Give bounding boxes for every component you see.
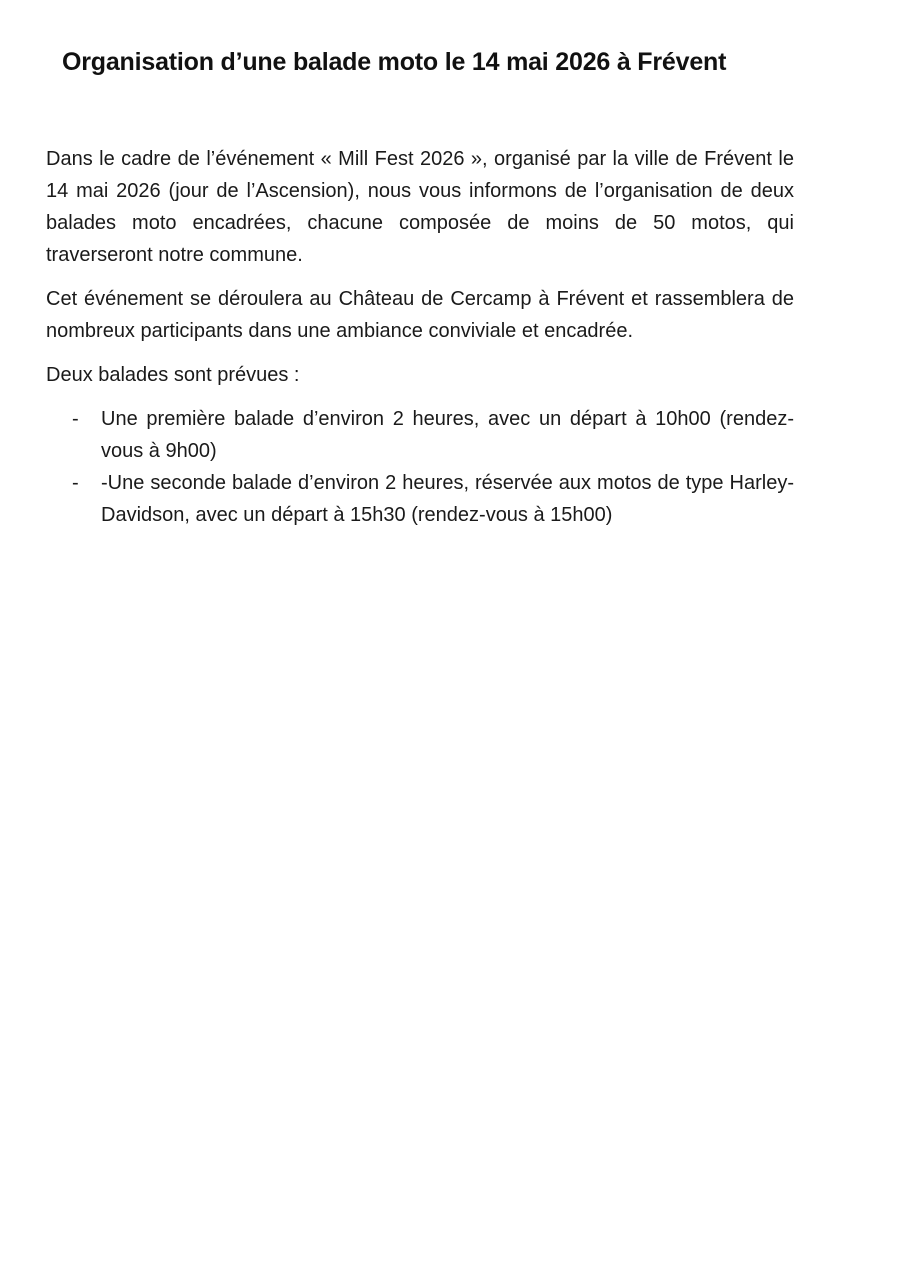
bullet-dash: - [72, 408, 79, 430]
ride-list [46, 403, 794, 531]
paragraph-intro: Dans le cadre de l’événement « Mill Fest 2026 », organisé par la ville de Frévent le 14 mai 2026 (jour de l’Ascension), nous vous informons de l’organisation de deux balades moto encadrées, chacune composée de moins de 50 motos, qui traverseront notre commune. [46, 148, 794, 266]
bullet-dash: - [72, 472, 79, 494]
list-item-text: -Une seconde balade d’environ 2 heures, réservée aux motos de type Harley-Davidson, avec un départ à 15h30 (rendez-vous à 15h00) [101, 472, 794, 526]
list-item-text: Une première balade d’environ 2 heures, avec un départ à 10h00 (rendez-vous à 9h00) [101, 408, 794, 462]
document-body [46, 143, 794, 531]
list-item [46, 403, 794, 467]
paragraph-venue: Cet événement se déroulera au Château de Cercamp à Frévent et rassemblera de nombreux participants dans une ambiance conviviale et encadrée. [46, 288, 794, 342]
list-item [46, 467, 794, 531]
paragraph-rides-heading: Deux balades sont prévues : [46, 364, 300, 386]
page-title: Organisation d’une balade moto le 14 mai 2026 à Frévent [62, 48, 727, 76]
